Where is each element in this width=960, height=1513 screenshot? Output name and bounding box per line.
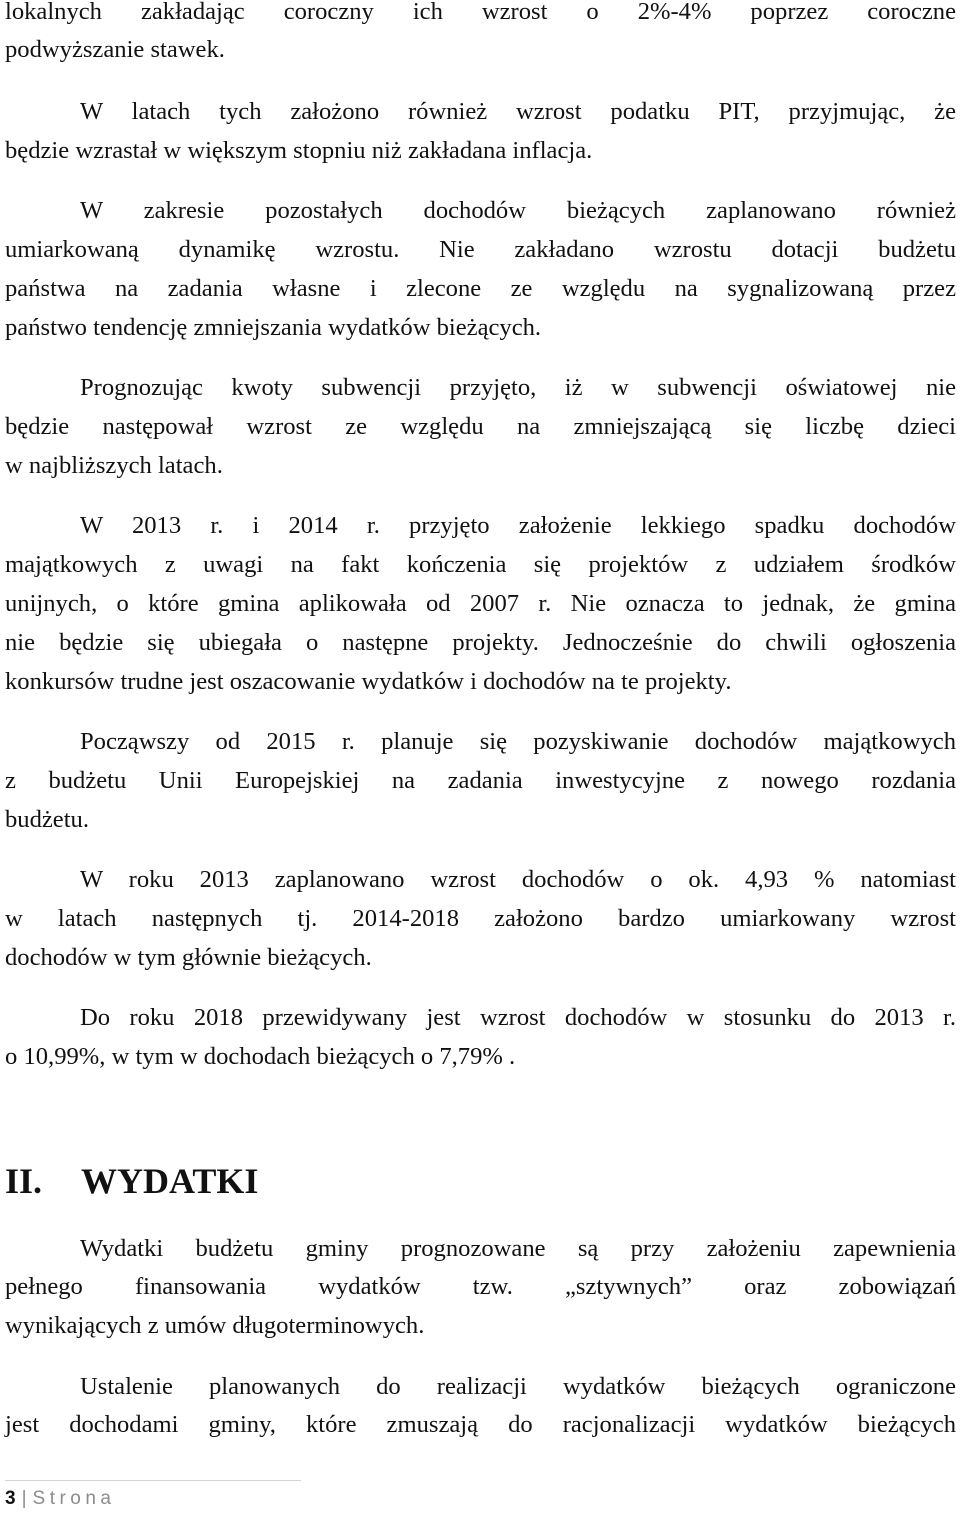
paragraph-line: unijnych, o które gmina aplikowała od 2007 r. Nie oznacza to jednak, że gmina bbox=[5, 590, 956, 617]
paragraph-line: konkursów trudne jest oszacowanie wydatków i dochodów na te projekty. bbox=[5, 668, 732, 695]
paragraph-line: W roku 2013 zaplanowano wzrost dochodów o ok. 4,93 % natomiast bbox=[80, 866, 956, 893]
paragraph-line: nie będzie się ubiegała o następne projekty. Jednocześnie do chwili ogłoszenia bbox=[5, 629, 956, 656]
page-number: 3 bbox=[5, 1488, 16, 1509]
section-heading bbox=[5, 1159, 258, 1203]
footer-divider bbox=[5, 1480, 301, 1481]
paragraph-line: dochodów w tym głównie bieżących. bbox=[5, 944, 372, 971]
page-footer bbox=[5, 1487, 116, 1511]
footer-separator: | bbox=[21, 1488, 27, 1509]
section-number: II. bbox=[5, 1161, 43, 1201]
paragraph-line: pełnego finansowania wydatków tzw. „sztywnych” oraz zobowiązań bbox=[5, 1273, 956, 1300]
section-title: WYDATKI bbox=[81, 1161, 259, 1201]
paragraph-line: w najbliższych latach. bbox=[5, 452, 223, 479]
paragraph-line: umiarkowaną dynamikę wzrostu. Nie zakładano wzrostu dotacji budżetu bbox=[5, 236, 956, 263]
paragraph-line: państwo tendencję zmniejszania wydatków bieżących. bbox=[5, 314, 542, 341]
paragraph-line: W zakresie pozostałych dochodów bieżących zaplanowano również bbox=[80, 197, 956, 224]
paragraph-line: państwa na zadania własne i zlecone ze względu na sygnalizowaną przez bbox=[5, 275, 956, 302]
paragraph-line: w latach następnych tj. 2014-2018 założono bardzo umiarkowany wzrost bbox=[5, 905, 956, 932]
paragraph-line: będzie następował wzrost ze względu na zmniejszającą się liczbę dzieci bbox=[5, 413, 956, 440]
paragraph-line: Ustalenie planowanych do realizacji wydatków bieżących ograniczone bbox=[80, 1373, 956, 1400]
paragraph-line: jest dochodami gminy, które zmuszają do racjonalizacji wydatków bieżących bbox=[5, 1411, 956, 1438]
paragraph-line: Prognozując kwoty subwencji przyjęto, iż w subwencji oświatowej nie bbox=[80, 374, 956, 401]
paragraph-line: Począwszy od 2015 r. planuje się pozyskiwanie dochodów majątkowych bbox=[80, 728, 956, 755]
paragraph-line: z budżetu Unii Europejskiej na zadania inwestycyjne z nowego rozdania bbox=[5, 767, 956, 794]
page-label: Strona bbox=[32, 1488, 116, 1509]
paragraph-line: lokalnych zakładając coroczny ich wzrost o 2%-4% poprzez coroczne bbox=[5, 0, 956, 25]
paragraph-line: W 2013 r. i 2014 r. przyjęto założenie lekkiego spadku dochodów bbox=[80, 512, 956, 539]
paragraph-line: Do roku 2018 przewidywany jest wzrost dochodów w stosunku do 2013 r. bbox=[80, 1004, 956, 1031]
paragraph-line: podwyższanie stawek. bbox=[5, 36, 225, 63]
paragraph-line: Wydatki budżetu gminy prognozowane są przy założeniu zapewnienia bbox=[80, 1235, 956, 1262]
paragraph-line: wynikających z umów długoterminowych. bbox=[5, 1312, 425, 1339]
paragraph-line: majątkowych z uwagi na fakt kończenia się projektów z udziałem środków bbox=[5, 551, 956, 578]
paragraph-line: budżetu. bbox=[5, 806, 90, 833]
paragraph-line: o 10,99%, w tym w dochodach bieżących o 7,79% . bbox=[5, 1043, 516, 1070]
paragraph-line: W latach tych założono również wzrost podatku PIT, przyjmując, że bbox=[80, 98, 956, 125]
paragraph-line: będzie wzrastał w większym stopniu niż zakładana inflacja. bbox=[5, 137, 593, 164]
